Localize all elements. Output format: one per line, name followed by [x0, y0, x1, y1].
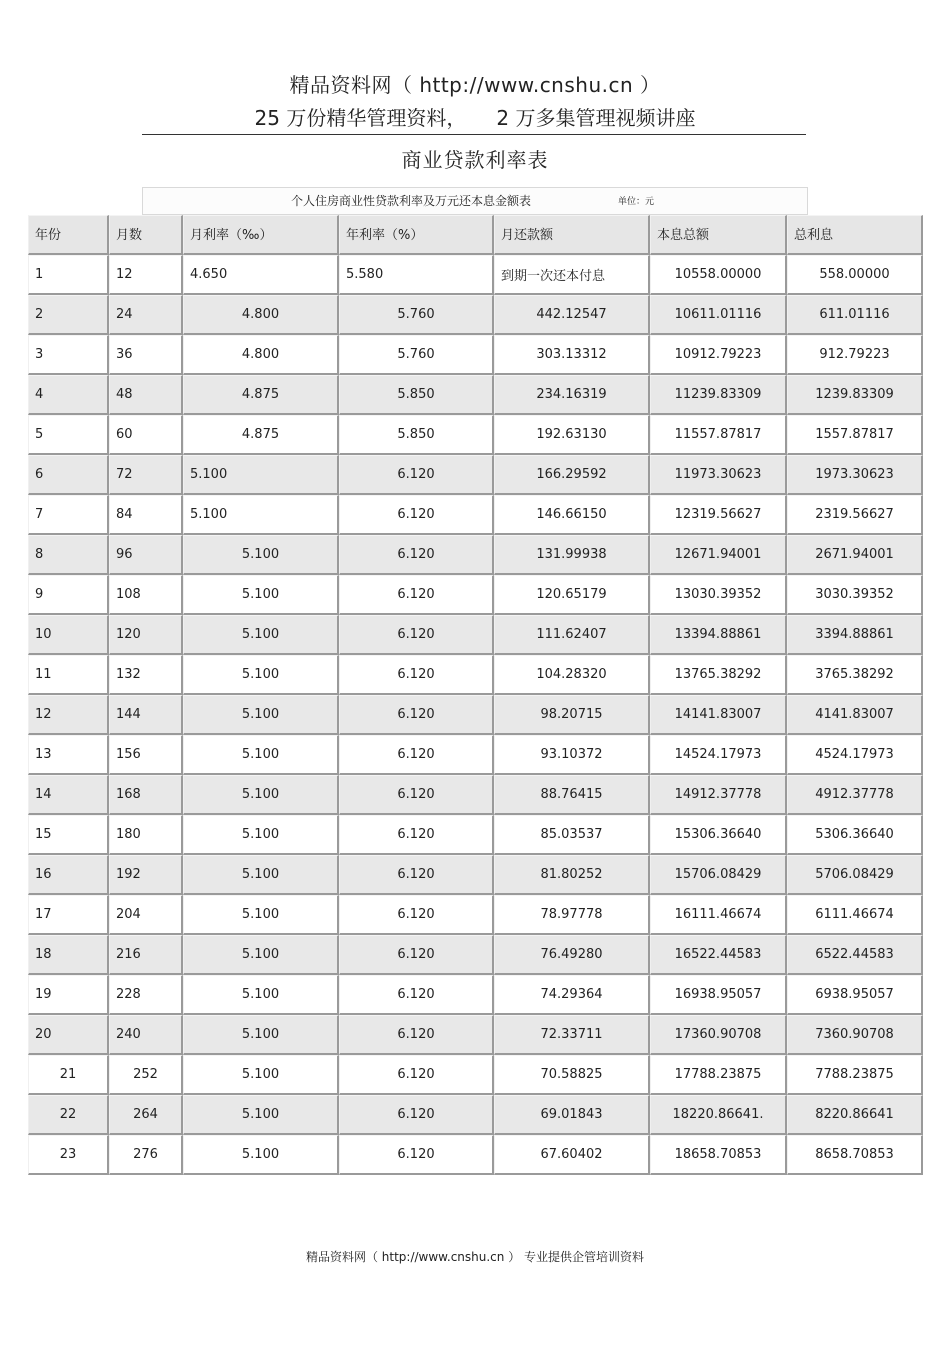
cell-total-interest: 6938.95057 — [787, 975, 923, 1015]
cell-year: 9 — [28, 575, 109, 615]
cell-total-amount: 13030.39352 — [650, 575, 787, 615]
cell-total-interest: 5306.36640 — [787, 815, 923, 855]
cell-total-interest: 8658.70853 — [787, 1135, 923, 1175]
cell-months: 84 — [109, 495, 183, 535]
cell-total-interest: 1239.83309 — [787, 375, 923, 415]
cell-monthly-rate: 5.100 — [183, 1015, 339, 1055]
cell-monthly-payment: 74.29364 — [494, 975, 650, 1015]
cell-year: 4 — [28, 375, 109, 415]
cell-annual-rate: 6.120 — [339, 1095, 494, 1135]
cell-monthly-rate: 5.100 — [183, 1095, 339, 1135]
cell-monthly-rate: 5.100 — [183, 775, 339, 815]
cell-months: 36 — [109, 335, 183, 375]
cell-annual-rate: 6.120 — [339, 1055, 494, 1095]
cell-total-interest: 5706.08429 — [787, 855, 923, 895]
cell-total-amount: 11557.87817 — [650, 415, 787, 455]
cell-monthly-rate: 5.100 — [183, 735, 339, 775]
cell-annual-rate: 6.120 — [339, 815, 494, 855]
cell-year: 20 — [28, 1015, 109, 1055]
table-row — [28, 815, 923, 855]
cell-year: 13 — [28, 735, 109, 775]
cell-monthly-rate: 5.100 — [183, 895, 339, 935]
cell-monthly-payment: 131.99938 — [494, 535, 650, 575]
cell-total-amount: 18220.86641. — [650, 1095, 787, 1135]
table-row — [28, 935, 923, 975]
table-row — [28, 1135, 923, 1175]
cell-monthly-rate: 5.100 — [183, 935, 339, 975]
header-line-2 — [0, 103, 950, 133]
table-row — [28, 1095, 923, 1135]
cell-months: 204 — [109, 895, 183, 935]
cell-year: 1 — [28, 255, 109, 295]
cell-total-amount: 11239.83309 — [650, 375, 787, 415]
cell-months: 192 — [109, 855, 183, 895]
table-row — [28, 535, 923, 575]
unit-label: 单位：元 — [618, 197, 655, 207]
cell-year: 22 — [28, 1095, 109, 1135]
cell-total-amount: 11973.30623 — [650, 455, 787, 495]
cell-monthly-payment: 69.01843 — [494, 1095, 650, 1135]
cell-monthly-payment: 81.80252 — [494, 855, 650, 895]
cell-total-amount: 12319.56627 — [650, 495, 787, 535]
cell-monthly-payment: 到期一次还本付息 — [494, 255, 650, 295]
page-footer: 精品资料网（ http://www.cnshu.cn ） 专业提供企管培训资料 — [305, 1250, 645, 1264]
cell-months: 228 — [109, 975, 183, 1015]
cell-monthly-payment: 111.62407 — [494, 615, 650, 655]
cell-monthly-payment: 76.49280 — [494, 935, 650, 975]
cell-monthly-rate: 5.100 — [183, 1055, 339, 1095]
cell-months: 72 — [109, 455, 183, 495]
cell-year: 14 — [28, 775, 109, 815]
table-caption-box — [142, 187, 808, 215]
cell-annual-rate: 5.760 — [339, 335, 494, 375]
cell-total-amount: 13765.38292 — [650, 655, 787, 695]
cell-total-interest: 611.01116 — [787, 295, 923, 335]
cell-monthly-payment: 88.76415 — [494, 775, 650, 815]
cell-total-amount: 16522.44583 — [650, 935, 787, 975]
cell-total-interest: 4141.83007 — [787, 695, 923, 735]
cell-annual-rate: 6.120 — [339, 735, 494, 775]
cell-monthly-rate: 5.100 — [183, 655, 339, 695]
cell-year: 10 — [28, 615, 109, 655]
cell-monthly-rate: 4.800 — [183, 335, 339, 375]
table-row — [28, 615, 923, 655]
cell-monthly-payment: 104.28320 — [494, 655, 650, 695]
table-row — [28, 895, 923, 935]
cell-monthly-rate: 5.100 — [183, 575, 339, 615]
cell-total-interest: 2671.94001 — [787, 535, 923, 575]
cell-annual-rate: 6.120 — [339, 655, 494, 695]
table-row — [28, 655, 923, 695]
table-row — [28, 1015, 923, 1055]
cell-monthly-rate: 5.100 — [183, 615, 339, 655]
cell-monthly-rate: 5.100 — [183, 535, 339, 575]
cell-monthly-payment: 234.16319 — [494, 375, 650, 415]
cell-monthly-rate: 4.800 — [183, 295, 339, 335]
cell-months: 132 — [109, 655, 183, 695]
table-row — [28, 255, 923, 295]
cell-monthly-rate: 5.100 — [183, 855, 339, 895]
cell-monthly-payment: 146.66150 — [494, 495, 650, 535]
cell-annual-rate: 6.120 — [339, 695, 494, 735]
cell-total-amount: 14141.83007 — [650, 695, 787, 735]
cell-months: 156 — [109, 735, 183, 775]
cell-monthly-payment: 98.20715 — [494, 695, 650, 735]
cell-annual-rate: 5.760 — [339, 295, 494, 335]
table-row — [28, 375, 923, 415]
table-row — [28, 335, 923, 375]
cell-year: 3 — [28, 335, 109, 375]
cell-total-amount: 10558.00000 — [650, 255, 787, 295]
cell-total-interest: 7788.23875 — [787, 1055, 923, 1095]
cell-total-amount: 15306.36640 — [650, 815, 787, 855]
cell-monthly-rate: 5.100 — [183, 695, 339, 735]
cell-months: 216 — [109, 935, 183, 975]
cell-monthly-payment: 93.10372 — [494, 735, 650, 775]
cell-total-interest: 4524.17973 — [787, 735, 923, 775]
cell-year: 15 — [28, 815, 109, 855]
cell-total-interest: 3765.38292 — [787, 655, 923, 695]
table-row — [28, 855, 923, 895]
column-header-total-interest: 总利息 — [787, 215, 923, 255]
cell-months: 180 — [109, 815, 183, 855]
cell-monthly-rate: 4.650 — [183, 255, 339, 295]
cell-monthly-payment: 85.03537 — [494, 815, 650, 855]
column-header-annual-rate: 年利率（%） — [339, 215, 494, 255]
cell-total-interest: 6522.44583 — [787, 935, 923, 975]
cell-year: 8 — [28, 535, 109, 575]
cell-annual-rate: 6.120 — [339, 455, 494, 495]
cell-year: 11 — [28, 655, 109, 695]
cell-annual-rate: 6.120 — [339, 535, 494, 575]
cell-annual-rate: 6.120 — [339, 855, 494, 895]
cell-monthly-rate: 5.100 — [183, 975, 339, 1015]
cell-annual-rate: 6.120 — [339, 935, 494, 975]
cell-annual-rate: 6.120 — [339, 495, 494, 535]
cell-months: 240 — [109, 1015, 183, 1055]
cell-total-amount: 13394.88861 — [650, 615, 787, 655]
cell-monthly-payment: 78.97778 — [494, 895, 650, 935]
cell-year: 7 — [28, 495, 109, 535]
column-header-total-amount: 本息总额 — [650, 215, 787, 255]
table-row — [28, 975, 923, 1015]
cell-total-amount: 15706.08429 — [650, 855, 787, 895]
cell-monthly-payment: 303.13312 — [494, 335, 650, 375]
cell-total-amount: 16111.46674 — [650, 895, 787, 935]
column-header-months: 月数 — [109, 215, 183, 255]
cell-annual-rate: 6.120 — [339, 895, 494, 935]
cell-monthly-rate: 5.100 — [183, 815, 339, 855]
page-title: 商业贷款利率表 — [401, 148, 549, 172]
cell-monthly-payment: 166.29592 — [494, 455, 650, 495]
cell-total-amount: 10611.01116 — [650, 295, 787, 335]
cell-annual-rate: 6.120 — [339, 975, 494, 1015]
cell-year: 5 — [28, 415, 109, 455]
cell-year: 21 — [28, 1055, 109, 1095]
cell-year: 2 — [28, 295, 109, 335]
column-header-monthly-rate: 月利率（‰） — [183, 215, 339, 255]
cell-annual-rate: 5.850 — [339, 415, 494, 455]
cell-total-amount: 18658.70853 — [650, 1135, 787, 1175]
cell-total-amount: 17788.23875 — [650, 1055, 787, 1095]
cell-total-interest: 912.79223 — [787, 335, 923, 375]
cell-months: 60 — [109, 415, 183, 455]
cell-year: 6 — [28, 455, 109, 495]
cell-monthly-payment: 67.60402 — [494, 1135, 650, 1175]
cell-months: 108 — [109, 575, 183, 615]
cell-annual-rate: 6.120 — [339, 775, 494, 815]
cell-year: 18 — [28, 935, 109, 975]
table-row — [28, 735, 923, 775]
cell-annual-rate: 6.120 — [339, 1135, 494, 1175]
header-line-2-part-2: 2 万多集管理视频讲座 — [496, 106, 696, 130]
cell-monthly-rate: 4.875 — [183, 415, 339, 455]
table-header-row — [28, 215, 923, 255]
cell-monthly-payment: 442.12547 — [494, 295, 650, 335]
column-header-year: 年份 — [28, 215, 109, 255]
cell-total-interest: 2319.56627 — [787, 495, 923, 535]
cell-monthly-rate: 5.100 — [183, 455, 339, 495]
cell-annual-rate: 6.120 — [339, 1015, 494, 1055]
header-line-2-part-1: 25 万份精华管理资料， — [254, 106, 467, 130]
table-caption: 个人住房商业性贷款利率及万元还本息金额表 — [291, 194, 532, 208]
cell-total-amount: 16938.95057 — [650, 975, 787, 1015]
cell-months: 264 — [109, 1095, 183, 1135]
cell-year: 16 — [28, 855, 109, 895]
cell-months: 120 — [109, 615, 183, 655]
cell-annual-rate: 5.850 — [339, 375, 494, 415]
cell-annual-rate: 6.120 — [339, 615, 494, 655]
cell-total-interest: 7360.90708 — [787, 1015, 923, 1055]
cell-total-interest: 8220.86641 — [787, 1095, 923, 1135]
cell-year: 12 — [28, 695, 109, 735]
cell-annual-rate: 5.580 — [339, 255, 494, 295]
header-line-1: 精品资料网（ http://www.cnshu.cn ） — [289, 73, 661, 97]
cell-total-amount: 14524.17973 — [650, 735, 787, 775]
cell-monthly-rate: 4.875 — [183, 375, 339, 415]
cell-monthly-payment: 70.58825 — [494, 1055, 650, 1095]
cell-total-interest: 3394.88861 — [787, 615, 923, 655]
cell-months: 168 — [109, 775, 183, 815]
header-divider — [142, 134, 806, 135]
table-row — [28, 295, 923, 335]
cell-total-amount: 17360.90708 — [650, 1015, 787, 1055]
table-row — [28, 695, 923, 735]
cell-monthly-rate: 5.100 — [183, 495, 339, 535]
cell-total-interest: 1973.30623 — [787, 455, 923, 495]
table-row — [28, 575, 923, 615]
cell-total-amount: 14912.37778 — [650, 775, 787, 815]
cell-annual-rate: 6.120 — [339, 575, 494, 615]
cell-total-amount: 10912.79223 — [650, 335, 787, 375]
cell-months: 24 — [109, 295, 183, 335]
cell-months: 96 — [109, 535, 183, 575]
cell-year: 17 — [28, 895, 109, 935]
cell-months: 144 — [109, 695, 183, 735]
cell-total-interest: 1557.87817 — [787, 415, 923, 455]
table-row — [28, 775, 923, 815]
rate-table — [28, 215, 923, 1175]
cell-months: 12 — [109, 255, 183, 295]
cell-months: 276 — [109, 1135, 183, 1175]
cell-months: 48 — [109, 375, 183, 415]
table-row — [28, 415, 923, 455]
cell-monthly-payment: 120.65179 — [494, 575, 650, 615]
cell-monthly-payment: 72.33711 — [494, 1015, 650, 1055]
cell-total-interest: 4912.37778 — [787, 775, 923, 815]
cell-months: 252 — [109, 1055, 183, 1095]
table-row — [28, 1055, 923, 1095]
cell-year: 23 — [28, 1135, 109, 1175]
cell-total-interest: 3030.39352 — [787, 575, 923, 615]
cell-monthly-payment: 192.63130 — [494, 415, 650, 455]
cell-monthly-rate: 5.100 — [183, 1135, 339, 1175]
cell-year: 19 — [28, 975, 109, 1015]
cell-total-interest: 6111.46674 — [787, 895, 923, 935]
column-header-monthly-payment: 月还款额 — [494, 215, 650, 255]
cell-total-interest: 558.00000 — [787, 255, 923, 295]
cell-total-amount: 12671.94001 — [650, 535, 787, 575]
table-row — [28, 495, 923, 535]
table-row — [28, 455, 923, 495]
